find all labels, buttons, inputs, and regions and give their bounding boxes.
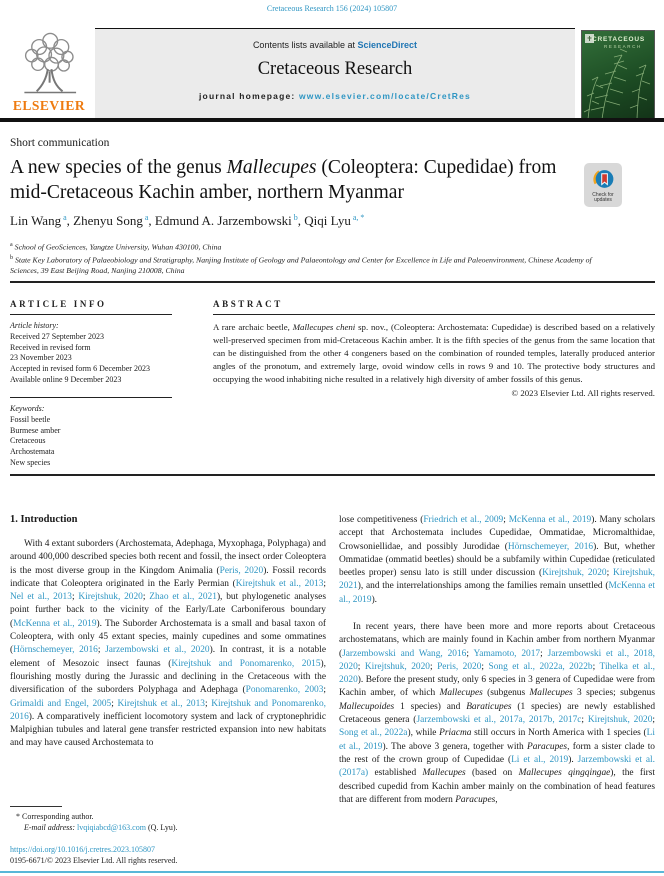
citation-link[interactable]: Nel et al., 2013 bbox=[10, 592, 72, 603]
keywords-rule bbox=[10, 397, 172, 398]
citation-link[interactable]: Li et al., 2019 bbox=[511, 754, 569, 765]
author: Zhenyu Song $^a$, bbox=[73, 213, 155, 229]
citation-link[interactable]: McKenna et al., 2019 bbox=[339, 581, 655, 605]
citation-link[interactable]: Jarzembowski and Wang, 2016 bbox=[342, 648, 467, 659]
issn-copyright-line: 0195-6671/© 2023 Elsevier Ltd. All rights reserved. bbox=[10, 856, 178, 865]
text-segment: lose competitiveness ( bbox=[339, 515, 424, 525]
citation-link[interactable]: Peris, 2020 bbox=[437, 661, 482, 672]
citation-link[interactable]: Song et al., 2022a bbox=[339, 728, 408, 739]
check-for-updates-badge[interactable] bbox=[584, 163, 622, 207]
intro-left-column bbox=[10, 538, 326, 751]
citation-link[interactable]: Hörnschemeyer, 2016 bbox=[13, 645, 98, 656]
article-info-rule bbox=[10, 314, 172, 315]
affiliations bbox=[10, 240, 620, 277]
article-history: Article history: Received 27 September 2023 Received in revised form 23 November 2023 Accepted in revised form 6 December 2023 Available online 9 December 2023 bbox=[10, 321, 205, 386]
text-segment: Paracupes bbox=[455, 794, 496, 805]
text-segment: (subgenus bbox=[482, 688, 530, 699]
intro-right-column-continuation bbox=[339, 514, 655, 607]
abstract-heading: ABSTRACT bbox=[213, 299, 283, 309]
text-segment: sp. nov., (Coleoptera: Archostemata: Cupedidae) is described based on a relatively well-preserved specimen from mid-Cretaceous Kachin amber. It is the fifth species of the genus from the same location that can be distinguished from the other 4 congeners based on the combination of rounded temples, laterally produced anterior angles of the pronotum, and extremely large, ovoid window cells in rows 9 and 10. The protective body structures and occupying the wood inhabiting niche resulted in a relatively high diversity of amber fossils of this genus. bbox=[213, 322, 655, 384]
masthead-divider-bar bbox=[0, 118, 664, 122]
affiliation: $^a$ School of GeoSciences, Yangtze University, Wuhan 430100, China bbox=[10, 242, 222, 252]
history-line: Received in revised form bbox=[10, 342, 91, 352]
text-segment: ; bbox=[466, 648, 474, 659]
citation-link[interactable]: Song et al., 2022a, 2022b bbox=[488, 661, 593, 672]
citation-link[interactable]: Hörnschemeyer, 2016 bbox=[507, 541, 594, 552]
author: Qiqi Lyu $^{a, *}$ bbox=[304, 213, 365, 229]
page-bottom-line bbox=[0, 871, 664, 873]
citation-link[interactable]: Jarzembowski et al., 2018, 2020 bbox=[339, 648, 656, 672]
text-segment: Priacma bbox=[439, 728, 472, 739]
author: Lin Wang $^a$, bbox=[10, 213, 74, 229]
citation-link[interactable]: Kirejtshuk and Ponomarenko, 2016 bbox=[10, 698, 326, 722]
email-line: E-mail address: lvqiqiabcd@163.com (Q. Lyu). bbox=[24, 823, 178, 832]
citation-link[interactable]: Friedrich et al., 2009 bbox=[423, 515, 504, 525]
text-segment: ). But, whether Ommatidae (ommatid beetles) should be a subfamily within Cupedidae (reticulated beetles proper) sensu lato is still under discussion ( bbox=[339, 541, 655, 579]
abstract-rule bbox=[213, 314, 655, 315]
text-segment: In recent years, there have been more and more reports about Cretaceous archostematans, which are mainly found in Kachin amber from northern Myanmar ( bbox=[339, 622, 655, 659]
corresponding-author-note: * Corresponding author. bbox=[16, 812, 94, 821]
citation-link[interactable]: Jarzembowski et al. (2017a) bbox=[339, 754, 655, 779]
text-segment: ; bbox=[581, 715, 588, 726]
text-segment: ). bbox=[371, 594, 378, 605]
elsevier-tree-icon bbox=[9, 31, 89, 95]
copyright-line: © 2023 Elsevier Ltd. All rights reserved. bbox=[511, 387, 655, 398]
citation-link[interactable]: Tihelka et al., 2020 bbox=[339, 661, 656, 686]
text-segment: ), the first described cupedid from Kachin amber mainly on the combination of head features that are different from modern bbox=[339, 768, 655, 805]
citation-link[interactable]: Kirejtshuk, 2020 bbox=[542, 568, 607, 579]
text-segment: ; bbox=[204, 698, 212, 709]
citation-link[interactable]: Kirejtshuk, 2020 bbox=[364, 661, 430, 672]
email-link[interactable]: lvqiqiabcd@163.com bbox=[77, 823, 146, 832]
keyword: Fossil beetle bbox=[10, 414, 51, 424]
text-segment: 3 species; subgenus bbox=[572, 688, 655, 699]
elsevier-logo bbox=[6, 31, 92, 117]
text-segment: ; bbox=[357, 661, 365, 672]
section-heading-introduction: 1. Introduction bbox=[10, 514, 78, 525]
text-segment: ; bbox=[652, 715, 655, 726]
text-segment: ; bbox=[323, 685, 326, 696]
citation-link[interactable]: Jarzembowski et al., 2020 bbox=[105, 645, 210, 656]
article-info-heading: ARTICLE INFO bbox=[10, 299, 107, 309]
intro-right-column-paragraph2 bbox=[339, 621, 655, 807]
text-segment: ). Fossil records indicate that Coleoptera originated in the Early Permian ( bbox=[10, 565, 327, 589]
text-segment: ; bbox=[481, 661, 489, 672]
text-segment: Baraticupes bbox=[466, 701, 512, 712]
text-segment: Paracupes bbox=[526, 741, 568, 752]
history-line: 23 November 2023 bbox=[10, 353, 72, 363]
text-segment: ; bbox=[323, 578, 326, 589]
affiliation: $^b$ State Key Laboratory of Palaeobiology and Stratigraphy, Nanjing Institute of Geology and Palaeontology and Center for Excellence in Life and Paleoenvironment, Chinese Academy of Sciences, 39 East Beijing Road, Nanjing 210008, China bbox=[10, 255, 592, 276]
text-segment: established bbox=[368, 768, 423, 779]
footnote bbox=[16, 811, 178, 833]
history-line: Received 27 September 2023 bbox=[10, 331, 104, 341]
cover-title-line2: RESEARCH bbox=[604, 44, 642, 49]
text-segment: Mallecupes bbox=[226, 157, 317, 178]
text-segment: ). The above 3 genera, together with bbox=[382, 741, 527, 752]
text-segment: ). In contrast, it is a notable element of Mesozoic insect faunas ( bbox=[10, 645, 326, 669]
text-segment: Mallecupes cheni bbox=[292, 322, 356, 332]
journal-homepage-link[interactable]: www.elsevier.com/locate/CretRes bbox=[298, 91, 471, 101]
citation-link[interactable]: McKenna et al., 2019 bbox=[508, 515, 592, 525]
keyword: Archostemata bbox=[10, 447, 55, 457]
sciencedirect-link[interactable]: ScienceDirect bbox=[357, 40, 418, 50]
text-segment: A new species of the genus bbox=[10, 157, 227, 178]
text-segment: , form a sister clade to the rest of the crown group of Cupedidae ( bbox=[339, 741, 655, 765]
text-segment: ; bbox=[142, 592, 150, 603]
text-segment: ; bbox=[540, 648, 548, 659]
text-segment: Mallecupoides bbox=[339, 701, 395, 712]
text-segment: (Coleoptera: Cupedidae) from mid-Cretaceous Kachin amber, northern Myanmar bbox=[10, 157, 557, 203]
text-segment: (based on bbox=[465, 768, 519, 779]
text-segment: A rare archaic beetle, bbox=[213, 322, 293, 332]
text-segment: Mallecupes bbox=[439, 688, 483, 699]
keyword: New species bbox=[10, 457, 51, 467]
masthead bbox=[95, 28, 575, 118]
citation-link[interactable]: McKenna et al., 2019 bbox=[13, 618, 97, 629]
keyword: Burmese amber bbox=[10, 425, 61, 435]
text-segment: ), but phylogenetic analyses point further back to the vicinity of the Early/Late Carboniferous boundary ( bbox=[10, 592, 326, 629]
text-segment: ; bbox=[592, 661, 600, 672]
citation-link[interactable]: Ponomarenko, 2003 bbox=[245, 685, 324, 696]
cover-title-line1: CRETACEOUS bbox=[592, 36, 646, 43]
keywords-block: Keywords: Fossil beetle Burmese amber Cretaceous Archostemata New species bbox=[10, 404, 205, 469]
history-line: Available online 9 December 2023 bbox=[10, 374, 122, 384]
abstract-body bbox=[213, 321, 655, 399]
article-type-label: Short communication bbox=[10, 137, 110, 149]
text-segment: ; bbox=[111, 698, 118, 709]
crossmark-icon bbox=[591, 167, 616, 192]
text-segment: ; bbox=[503, 515, 509, 525]
text-segment: ), flourishing mostly during the Jurassic and declining in the Cretaceous with the diversification of the suborders Polyphaga and Adephaga ( bbox=[10, 658, 326, 696]
citation-link[interactable]: Zhao et al., 2021 bbox=[149, 592, 217, 603]
elsevier-wordmark: ELSEVIER bbox=[12, 98, 86, 113]
citation-link[interactable]: Kirejtshuk, 2021 bbox=[339, 568, 655, 592]
history-line: Accepted in revised form 6 December 2023 bbox=[10, 364, 150, 374]
text-segment: ). bbox=[568, 754, 578, 765]
text-segment: , bbox=[495, 794, 498, 805]
citation-link[interactable]: Grimaldi and Engel, 2005 bbox=[10, 698, 112, 709]
text-segment: Mallecupes qingqingae bbox=[518, 768, 611, 779]
text-segment: ; bbox=[430, 661, 438, 672]
citation-link[interactable]: Kirejtshuk and Ponomarenko, 2015 bbox=[171, 658, 321, 669]
citation-link[interactable]: Kirejtshuk et al., 2013 bbox=[117, 698, 205, 709]
doi-link[interactable]: https://doi.org/10.1016/j.cretres.2023.105807 bbox=[10, 845, 155, 854]
text-segment: Mallecupes bbox=[422, 768, 466, 779]
text-segment: ), and the interrelationships among the families remain unsettled ( bbox=[357, 581, 609, 592]
journal-title: Cretaceous Research bbox=[257, 59, 413, 79]
text-segment: ), while bbox=[407, 728, 440, 739]
text-segment: With 4 extant suborders (Archostemata, Adephaga, Myxophaga, Polyphaga) and around 400,000 described species both recent and fossil, the insect order Coleoptera is the most diverse group in the Kingdom Animalia ( bbox=[10, 539, 326, 576]
text-segment: still occurs in North America with 1 species ( bbox=[471, 728, 647, 739]
homepage-line: journal homepage: www.elsevier.com/locate/CretRes bbox=[198, 91, 471, 101]
citation-link[interactable]: Kirejtshuk et al., 2013 bbox=[235, 578, 324, 589]
text-segment: (1 species) are newly established Cretaceous genera ( bbox=[339, 701, 656, 726]
citation-link[interactable]: Kirejtshuk, 2020 bbox=[587, 715, 653, 726]
author: Edmund A. Jarzembowski $^b$, bbox=[154, 213, 305, 229]
abstract-text bbox=[213, 321, 655, 386]
running-head: Cretaceous Research 156 (2024) 105807 bbox=[266, 4, 398, 13]
article-title bbox=[10, 155, 582, 205]
text-segment: ). The Suborder Archostemata is a small and basal taxon of Coleoptera, with only 45 extant species, mainly cupedines and some ommatines ( bbox=[10, 618, 327, 656]
citation-link[interactable]: Yamamoto, 2017 bbox=[473, 648, 541, 659]
keyword: Cretaceous bbox=[10, 436, 46, 446]
check-for-updates-label: Check for updates bbox=[592, 191, 614, 203]
text-segment: ). Before the present study, only 6 species in 3 genera of Cupedidae were from Kachin amber, of which bbox=[339, 675, 655, 699]
text-segment: Mallecupes bbox=[529, 688, 573, 699]
text-segment: ; bbox=[606, 568, 614, 579]
text-segment: ; bbox=[71, 592, 79, 603]
bottom-rule bbox=[10, 474, 655, 476]
citation-link[interactable]: Li et al., 2019 bbox=[339, 728, 655, 752]
citation-link[interactable]: Jarzembowski et al., 2017a, 2017b, 2017c bbox=[416, 715, 582, 726]
text-segment: ; bbox=[97, 645, 106, 656]
text-segment: 1 species) and bbox=[394, 701, 467, 712]
text-segment: ). A comparatively inefficient locomotory system and lack of cryptonephridic Malpighian tubules and lateral gene transfer restricted expansion into new habitats and may have caused Archostemata to bbox=[10, 711, 326, 749]
contents-line: Contents lists available at ScienceDirect bbox=[252, 40, 418, 50]
citation-link[interactable]: Peris, 2020 bbox=[219, 565, 264, 576]
citation-link[interactable]: Kirejtshuk, 2020 bbox=[78, 592, 143, 603]
top-rule bbox=[10, 281, 655, 283]
footnote-rule bbox=[10, 806, 62, 807]
author-line bbox=[10, 213, 364, 229]
journal-cover-thumbnail[interactable] bbox=[581, 30, 655, 120]
text-segment: ). Many scholars accept that Archostemata includes Cupedidae, Ommatidae, Micromalthidae, Crowsoniellidae, and possibly Jurodidae ( bbox=[339, 515, 655, 552]
